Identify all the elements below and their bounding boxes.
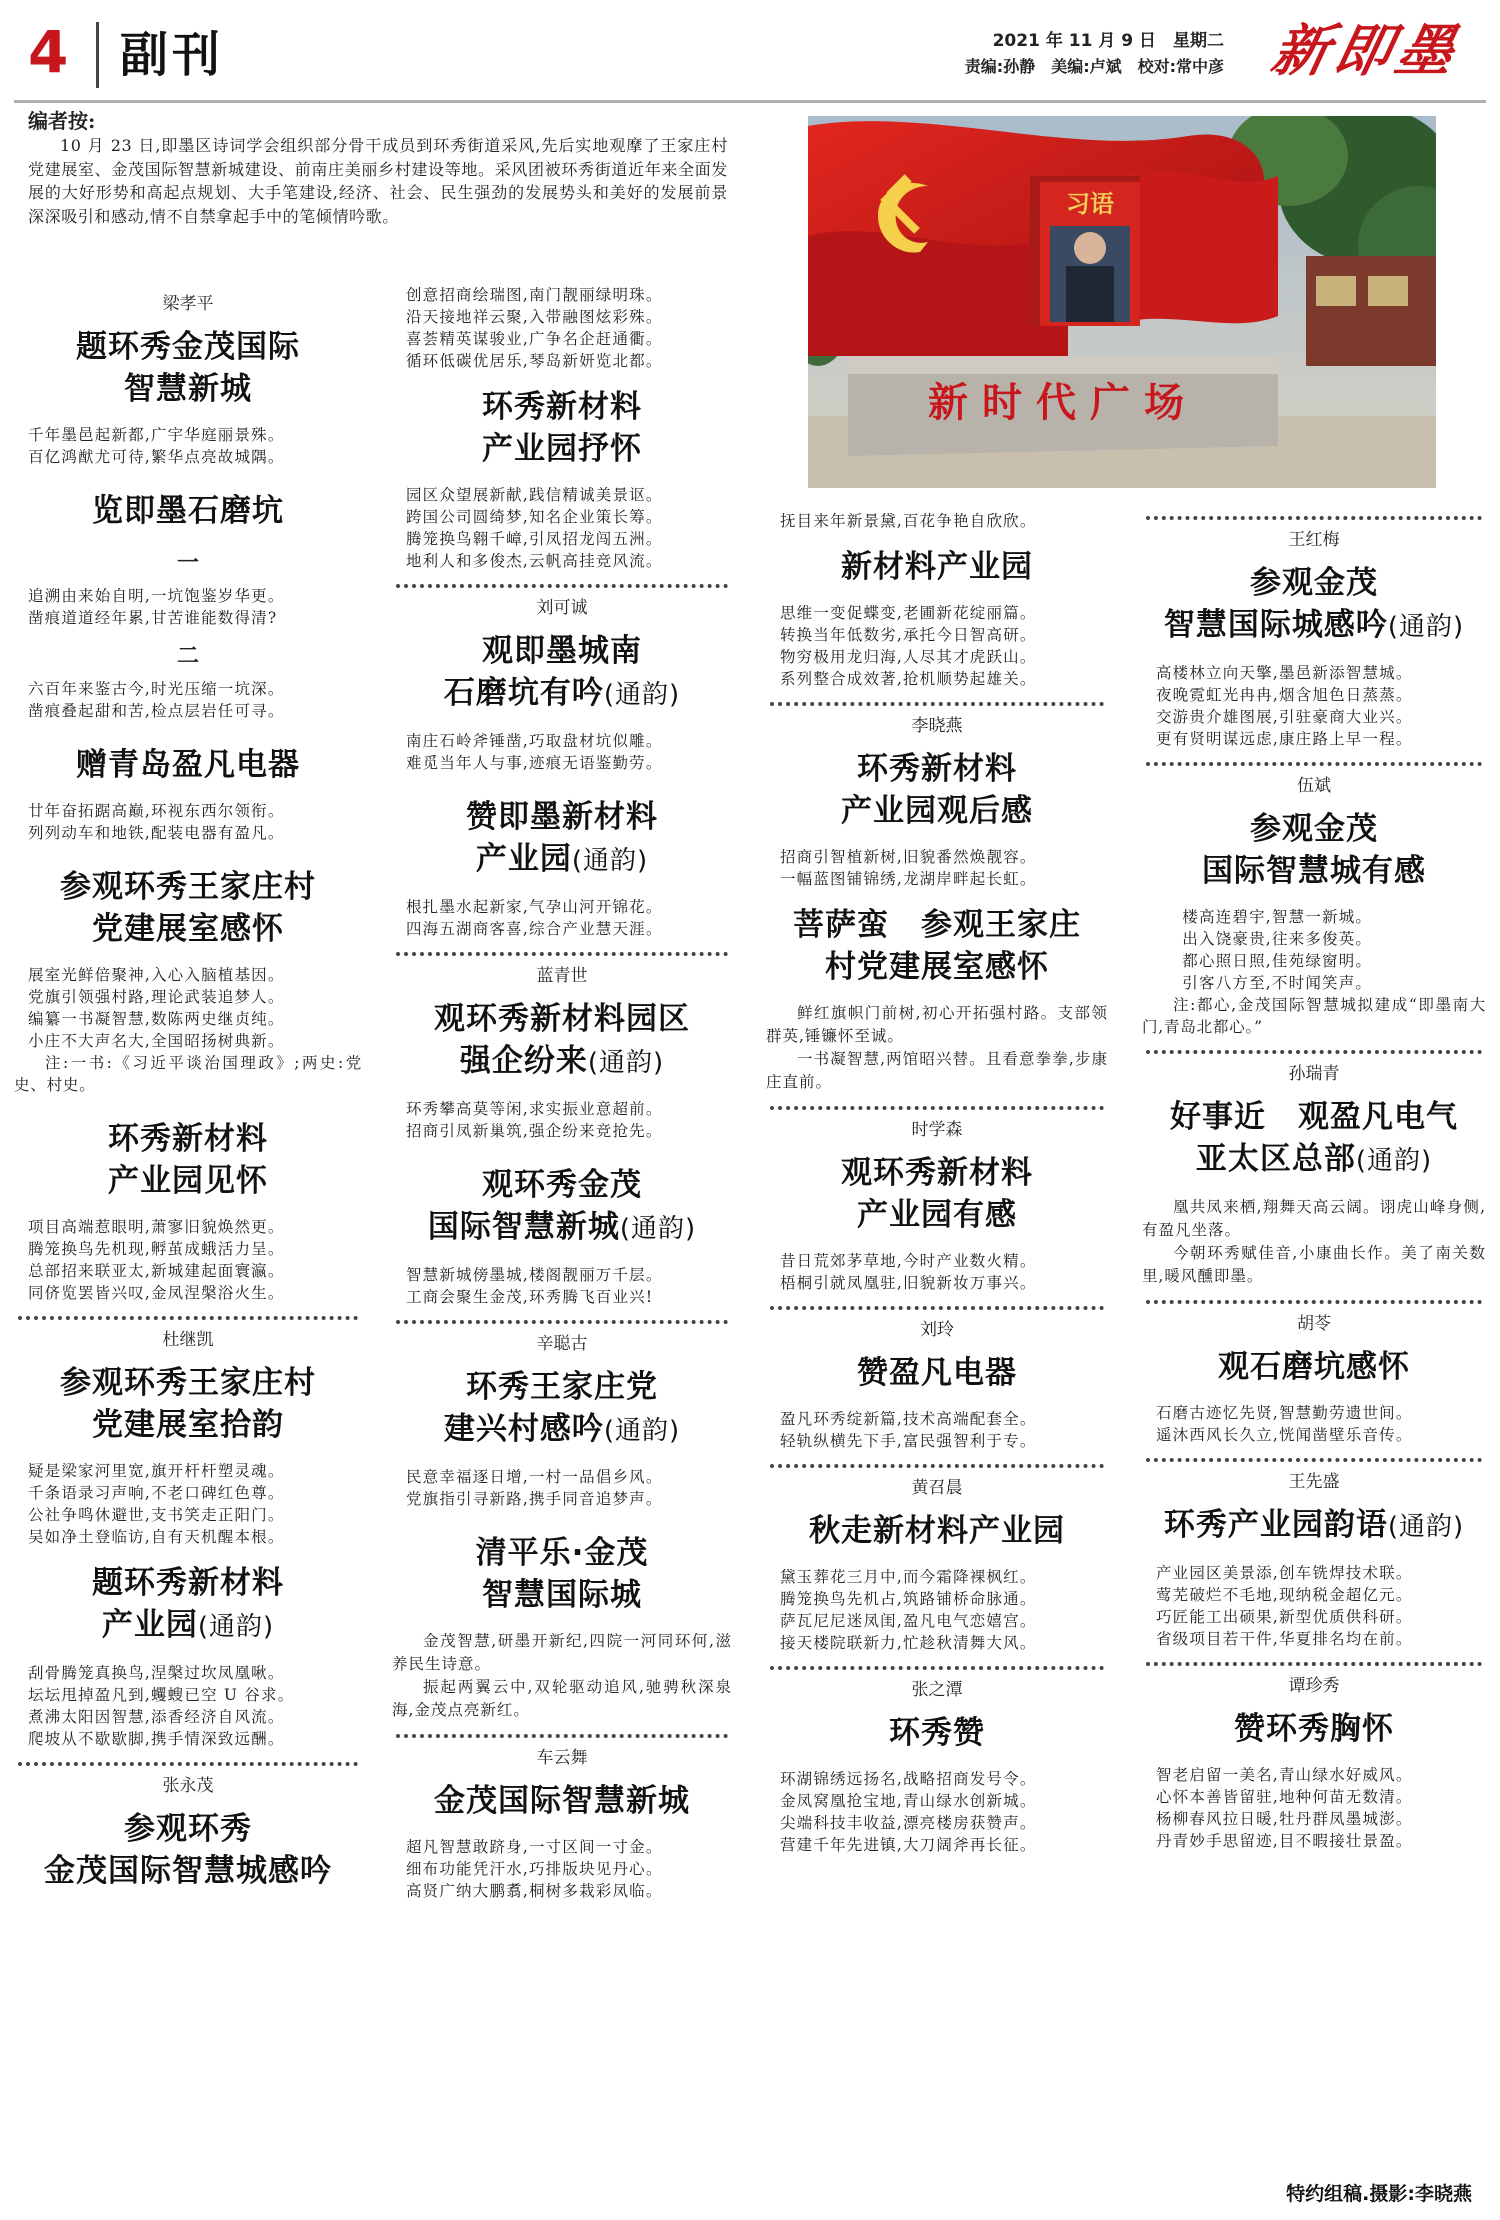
section-divider <box>1146 1662 1482 1666</box>
poem-line: 昔日荒郊茅草地,今时产业数火精。 <box>779 1252 1037 1270</box>
poem-line: 巧匠能工出硕果,新型优质供科研。 <box>1155 1608 1413 1626</box>
poem-title: 赠青岛盈凡电器 <box>76 747 300 783</box>
poem-line: 遥沐西风长久立,恍闻凿壁乐音传。 <box>1155 1426 1413 1444</box>
poem-line: 梧桐引就凤凰驻,旧貌新妆万事兴。 <box>779 1274 1037 1292</box>
poem-title: 新材料产业园 <box>841 549 1033 585</box>
poem-author: 梁孝平 <box>162 294 214 314</box>
poem-title-subtype: (通韵) <box>1387 612 1465 642</box>
poem-title-line <box>392 1206 732 1250</box>
poem-line: 腾笼换鸟翱千嶂,引凤招龙闯五洲。 <box>405 530 663 548</box>
poem-line: 工商会聚生金茂,环秀腾飞百业兴! <box>405 1288 654 1306</box>
section-divider <box>396 952 728 956</box>
poem-line: 招商引凤新巢筑,强企纷来竞抢先。 <box>405 1122 663 1140</box>
poem-title-subtype: (通韵) <box>603 680 681 710</box>
poem-line: 民意幸福逐日增,一村一品倡乡风。 <box>405 1468 663 1486</box>
poem-title <box>392 630 732 716</box>
poem-author: 黄召晨 <box>911 1478 963 1498</box>
poem-line: 廿年奋拓踞高巅,环视东西尔领衔。 <box>27 802 285 820</box>
poem-title <box>392 1164 732 1250</box>
poem-line: 煮沸太阳因智慧,添香经济自风流。 <box>27 1708 285 1726</box>
section-divider <box>396 1734 728 1738</box>
poem-author: 胡苓 <box>1297 1314 1331 1334</box>
poem-title-line <box>392 672 732 716</box>
poem-title: 观石磨坑感怀 <box>1218 1349 1410 1385</box>
editor-note-body: 10 月 23 日,即墨区诗词学会组织部分骨干成员到环秀街道采风,先后实地观摩了王家庄村党建展室、金茂国际智慧新城建设、前南庄美丽乡村建设等地。采风团被环秀街道近年来全面发展的大好形势和高起点规划、大手笔建设,经济、社会、民生强劲的发展势头和美好的发展前景深深吸引和感动,情不自禁拿起手中的笔倾情吟歌。 <box>28 136 728 226</box>
poem-note: 注:都心,金茂国际智慧城拟建成“即墨南大门,青岛北都心。” <box>1142 996 1486 1036</box>
masthead-rule <box>14 100 1486 103</box>
poem-title <box>392 796 732 882</box>
section-divider <box>1146 516 1482 520</box>
poem-line: 环湖锦绣远扬名,战略招商发号令。 <box>779 1770 1037 1788</box>
poem-line: 莺芜破烂不毛地,现纳税金超亿元。 <box>1155 1586 1413 1604</box>
poem-title-line: 党建展室感怀 <box>92 911 284 947</box>
column-2 <box>392 284 732 1902</box>
poem-title: 环秀赞 <box>889 1715 985 1751</box>
section-divider <box>770 1464 1104 1468</box>
poem-title-line: 党建展室拾韵 <box>92 1407 284 1443</box>
section-divider <box>396 1320 728 1324</box>
masthead <box>28 14 1486 96</box>
poem-title-line: 产业园抒怀 <box>482 431 642 467</box>
page-number: 4 <box>28 18 69 86</box>
poem-line: 一幅蓝图铺锦绣,龙湖岸畔起长虹。 <box>779 870 1037 888</box>
poem-line: 环秀攀高莫等闲,求实振业意超前。 <box>405 1100 663 1118</box>
section-divider <box>1146 762 1482 766</box>
poem-title-line: 观环秀新材料园区 <box>434 1001 690 1037</box>
poem-title-line: 清平乐·金茂 <box>475 1535 649 1571</box>
poem-title: 赞盈凡电器 <box>857 1355 1017 1391</box>
poem-line: 园区众望展新献,践信精诚美景讴。 <box>405 486 663 504</box>
poem-title: 金茂国际智慧新城 <box>434 1783 690 1819</box>
poem-line: 腾笼换鸟先机现,孵茧成蛾活力呈。 <box>27 1240 285 1258</box>
poem-line: 难觅当年人与事,迹痕无语鉴勤劳。 <box>405 754 663 772</box>
poem-line: 轻轨纵横先下手,富民强智利于专。 <box>779 1432 1037 1450</box>
poem-line: 石磨古迹忆先贤,智慧勤劳遗世间。 <box>1155 1404 1413 1422</box>
poem-line: 疑是梁家河里宽,旗开杆杆塑灵魂。 <box>27 1462 285 1480</box>
poem-line: 千年墨邑起新都,广宇华庭丽景殊。 <box>27 426 285 444</box>
poem-line: 萨瓦尼尼迷凤闺,盈凡电气恋嬉宫。 <box>779 1612 1037 1630</box>
poem-line: 腾笼换鸟先机占,筑路铺桥命脉通。 <box>779 1590 1037 1608</box>
poem-title <box>766 1152 1108 1236</box>
poem-title <box>1142 1096 1486 1182</box>
section-divider <box>770 702 1104 706</box>
poem-line: 刮骨腾笼真换鸟,涅槃过坎凤凰啾。 <box>27 1664 285 1682</box>
poem-line: 百亿鸿猷尤可待,繁华点亮故城隅。 <box>27 448 285 466</box>
poem-line: 坛坛甩掉盈凡到,蠼螋已空 U 谷求。 <box>27 1686 295 1704</box>
book-cover-text: 习语 <box>1066 189 1114 218</box>
poem-line: 根扎墨水起新家,气孕山河开锦花。 <box>405 898 663 916</box>
poem-title-line: 参观环秀王家庄村 <box>60 869 316 905</box>
editor-note-label: 编者按: <box>28 109 96 133</box>
poem-author: 孙瑞青 <box>1288 1064 1340 1084</box>
new-era-square-photo <box>808 116 1436 488</box>
poem-line: 爬坡从不歇歇脚,携手情深致远酬。 <box>27 1730 285 1748</box>
poem-line: 高楼林立向天擎,墨邑新添智慧城。 <box>1155 664 1413 682</box>
poem-title-line: 参观环秀王家庄村 <box>60 1365 316 1401</box>
poem-line: 省级项目若干件,华夏排名均在前。 <box>1155 1630 1413 1648</box>
editor-note <box>28 108 728 228</box>
poem-line: 沿天接地祥云聚,入带融图炫彩殊。 <box>405 308 663 326</box>
poem-title-line <box>392 838 732 882</box>
poem-line: 杨柳春风拉日暖,牡丹群凤墨城澎。 <box>1155 1810 1413 1828</box>
poem-line: 黛玉葬花三月中,而今霜降裸枫红。 <box>779 1568 1037 1586</box>
poem-author: 王先盛 <box>1288 1472 1340 1492</box>
poem-title-line: 赞即墨新材料 <box>466 799 658 835</box>
poem-line: 楼高连碧宇,智慧一新城。 <box>1182 908 1373 926</box>
issue-date: 2021 年 11 月 9 日 星期二 <box>992 31 1224 51</box>
poem-line: 凿痕叠起甜和苦,检点层岩任可寻。 <box>27 702 285 720</box>
poem-line: 思维一变促蝶变,老圃新花绽丽篇。 <box>779 604 1037 622</box>
photo-illustration <box>808 116 1436 488</box>
poem-title <box>766 904 1108 988</box>
poem-title-subtype: (通韵) <box>197 1612 275 1642</box>
poem-author: 辛聪古 <box>536 1334 588 1354</box>
poem-title <box>392 386 732 470</box>
poem-line: 南庄石岭斧锤凿,巧取盘材坑似雕。 <box>405 732 663 750</box>
poem-author: 杜继凯 <box>162 1330 214 1350</box>
poem-title-text: 环秀产业园韵语 <box>1163 1507 1388 1543</box>
poem-title <box>14 1562 362 1648</box>
poem-title-subtype: (通韵) <box>619 1214 697 1244</box>
ci-paragraph: 今朝环秀赋佳音,小康曲长作。美了南关数里,暖风醺即墨。 <box>1142 1244 1486 1285</box>
poem-line: 系列整合成效著,抢机顺势起雄关。 <box>779 670 1037 688</box>
poem-line: 细布功能凭汗水,巧排版块见丹心。 <box>405 1860 663 1878</box>
poem-title <box>14 1362 362 1446</box>
poem-title-line: 好事近 观盈凡电气 <box>1170 1099 1458 1135</box>
section-divider <box>18 1762 358 1766</box>
poem-title-text: 石磨坑有吟 <box>443 675 604 711</box>
masthead-meta <box>965 28 1224 80</box>
poem-title-line: 国际智慧城有感 <box>1202 853 1426 889</box>
poem-title-line: 菩萨蛮 参观王家庄 <box>793 907 1081 943</box>
ci-paragraph: 一书凝智慧,两馆昭兴替。且看意拳拳,步康庄直前。 <box>766 1050 1108 1091</box>
poem-title: 览即墨石磨坑 <box>92 493 284 529</box>
masthead-divider <box>96 22 99 88</box>
poem-title-line: 环秀新材料 <box>482 389 642 425</box>
poem-title-subtype: (通韵) <box>603 1416 681 1446</box>
poem-title-line: 环秀新材料 <box>857 751 1017 787</box>
poem-title-line <box>1142 604 1486 648</box>
poem-line: 小庄不大声名大,全国昭扬树典新。 <box>27 1032 285 1050</box>
ci-paragraph: 凰共凤来栖,翔舞天高云阔。诩虎山峰身侧,有盈凡坐落。 <box>1142 1198 1486 1239</box>
poem-title-subtype: (通韵) <box>1387 1512 1465 1542</box>
poem-line: 四海五湖商客喜,综合产业慧天涯。 <box>405 920 663 938</box>
poem-line: 编纂一书凝智慧,数陈两史继贞纯。 <box>27 1010 285 1028</box>
poem-title-line: 产业园见怀 <box>108 1163 268 1199</box>
poem-title-line <box>392 1040 732 1084</box>
poem-title <box>1142 808 1486 892</box>
poem-title-text: 产业园 <box>101 1607 198 1643</box>
poem-line: 智老启留一美名,青山绿水好威风。 <box>1155 1766 1413 1784</box>
poem-line: 抚目来年新景黛,百花争艳自欣欣。 <box>779 512 1037 530</box>
poem-author: 蓝青世 <box>536 966 588 986</box>
poem-line: 创意招商绘瑞图,南门靓丽绿明珠。 <box>405 286 663 304</box>
poem-title-line: 参观金茂 <box>1250 565 1378 601</box>
poem-line: 凿痕道道经年累,甘苦谁能数得清? <box>27 609 278 627</box>
poem-title-line: 观即墨城南 <box>482 633 642 669</box>
section-title: 副刊 <box>120 27 225 83</box>
poem-title <box>392 1532 732 1616</box>
poem-title-line: 环秀新材料 <box>108 1121 268 1157</box>
poem-line: 党旗指引寻新路,携手同音追梦声。 <box>405 1490 663 1508</box>
poem-line: 地利人和多俊杰,云帆高挂竞风流。 <box>405 552 663 570</box>
poem-line: 产业园区美景添,创车铣焊技术联。 <box>1155 1564 1413 1582</box>
poem-author: 李晓燕 <box>911 716 963 736</box>
poem-title-line: 参观金茂 <box>1250 811 1378 847</box>
poem-line: 接天楼院联新力,忙趁秋清舞大风。 <box>779 1634 1037 1652</box>
stanza-number: 一 <box>176 551 199 576</box>
photo-credit: 特约组稿.摄影:李晓燕 <box>1286 2183 1472 2205</box>
poem-line: 更有贤明谋远虑,康庄路上早一程。 <box>1155 730 1413 748</box>
poem-line: 夜晚霓虹光冉冉,烟含旭色日蒸蒸。 <box>1155 686 1413 704</box>
poem-line: 都心照日照,佳苑绿窗明。 <box>1182 952 1373 970</box>
section-divider <box>396 584 728 588</box>
poem-title-text: 强企纷来 <box>459 1043 588 1079</box>
poem-author: 刘玲 <box>920 1320 954 1340</box>
poem-title: 赞环秀胸怀 <box>1234 1711 1394 1747</box>
section-divider <box>18 1316 358 1320</box>
poem-title-line <box>1142 1138 1486 1182</box>
section-divider <box>1146 1050 1482 1054</box>
poem-title-line <box>14 1604 362 1648</box>
poem-line: 循环低碳优居乐,琴岛新妍览北都。 <box>405 352 663 370</box>
poem-line: 高贤广纳大鹏翥,桐树多栽彩凤临。 <box>405 1882 663 1900</box>
poem-title-line: 观环秀新材料 <box>841 1155 1033 1191</box>
poem-title-line: 金茂国际智慧城感吟 <box>44 1853 332 1889</box>
poem-line: 六百年来鉴古今,时光压缩一坑深。 <box>27 680 285 698</box>
poem-title <box>1142 1504 1486 1548</box>
poem-line: 超凡智慧敢跻身,一寸区间一寸金。 <box>405 1838 663 1856</box>
poem-title-line: 题环秀新材料 <box>92 1565 284 1601</box>
poem-author: 车云舞 <box>536 1748 588 1768</box>
poem-note: 注:一书:《习近平谈治国理政》;两史:党史、村史。 <box>14 1054 362 1094</box>
poem-line: 丹青妙手思留迹,目不暇接壮景盈。 <box>1155 1832 1413 1850</box>
poem-line: 心怀本善皆留驻,地种何苗无数清。 <box>1155 1788 1413 1806</box>
section-divider <box>1146 1458 1482 1462</box>
poem-line: 交游贵介雄图展,引驻豪商大业兴。 <box>1155 708 1413 726</box>
section-divider <box>1146 1300 1482 1304</box>
poem-title-text: 建兴村感吟 <box>443 1411 604 1447</box>
poem-author: 伍斌 <box>1297 776 1331 796</box>
poem-title-line: 观环秀金茂 <box>482 1167 642 1203</box>
column-3 <box>766 510 1108 1856</box>
poem-line: 智慧新城傍墨城,楼阁靓丽万千层。 <box>405 1266 663 1284</box>
poem-author: 张之潭 <box>911 1680 963 1700</box>
poem-title: 秋走新材料产业园 <box>809 1513 1065 1549</box>
poem-author: 王红梅 <box>1288 530 1340 550</box>
poem-line: 公社争鸣休避世,支书笑走正阳门。 <box>27 1506 285 1524</box>
poem-title-line: 产业园有感 <box>857 1197 1017 1233</box>
poem-line: 总部招来联亚太,新城建起面寰瀛。 <box>27 1262 285 1280</box>
ci-paragraph: 振起两翼云中,双轮驱动追风,驰骋秋深泉海,金茂点亮新红。 <box>392 1678 732 1719</box>
poem-title-line: 智慧国际城 <box>482 1577 642 1613</box>
poem-line: 展室光鲜倍聚神,入心入脑植基因。 <box>27 966 285 984</box>
poem-title-line: 题环秀金茂国际 <box>76 329 300 365</box>
poem-title-line: 参观环秀 <box>124 1811 252 1847</box>
column-1 <box>14 284 362 1906</box>
ci-paragraph: 金茂智慧,研墨开新纪,四院一河同环何,滋养民生诗意。 <box>392 1632 732 1673</box>
poem-title <box>392 1366 732 1452</box>
poem-title <box>766 748 1108 832</box>
poem-title <box>14 326 362 410</box>
poem-line: 同侪览罢皆兴叹,金凤涅槃浴火生。 <box>27 1284 285 1302</box>
poem-line: 追溯由来始自明,一坑饱鉴岁华更。 <box>27 587 285 605</box>
poem-line: 盈凡环秀绽新篇,技术高端配套全。 <box>779 1410 1037 1428</box>
editor-credits: 责编:孙静 美编:卢斌 校对:常中彦 <box>964 57 1224 76</box>
poem-title-text: 智慧国际城感吟 <box>1163 607 1388 643</box>
poem-line: 党旗引领强村路,理论武装追梦人。 <box>27 988 285 1006</box>
poem-title-text: 国际智慧新城 <box>427 1209 620 1245</box>
section-divider <box>770 1106 1104 1110</box>
poem-line: 跨国公司圆绮梦,知名企业策长筹。 <box>405 508 663 526</box>
poem-title-line <box>392 1408 732 1452</box>
poem-line: 出入饶豪贵,往来多俊英。 <box>1182 930 1373 948</box>
poem-title <box>14 1808 362 1892</box>
poem-title <box>14 1118 362 1202</box>
stanza-number: 二 <box>176 644 199 669</box>
poem-line: 尖端科技丰收益,漂亮楼房获赞声。 <box>779 1814 1037 1832</box>
poem-line: 项目高端惹眼明,萧寥旧貌焕然更。 <box>27 1218 285 1236</box>
poem-line: 营建千年先进镇,大刀阔斧再长征。 <box>779 1836 1037 1854</box>
poem-line: 喜荟精英谋骏业,广争名企赶通衢。 <box>405 330 663 348</box>
poem-author: 刘可诚 <box>536 598 588 618</box>
poem-line: 招商引智植新树,旧貌番然焕靓容。 <box>779 848 1037 866</box>
poem-line: 千条语录习声响,不老口碑红色尊。 <box>27 1484 285 1502</box>
poem-line: 吴如净土登临访,自有天机醒本根。 <box>27 1528 285 1546</box>
poem-line: 转换当年低数劣,承托今日智高研。 <box>779 626 1037 644</box>
ci-paragraph: 鲜红旗帜门前树,初心开拓强村路。支部领群英,锤镰怀至诚。 <box>766 1004 1108 1045</box>
poem-author: 张永茂 <box>162 1776 214 1796</box>
poem-title <box>1142 562 1486 648</box>
poem-line: 物穷极用龙归海,人尽其才虎跃山。 <box>779 648 1037 666</box>
newspaper-logo: 新即墨 <box>1265 18 1467 84</box>
poem-line: 列列动车和地铁,配装电器有盈凡。 <box>27 824 285 842</box>
poem-title-subtype: (通韵) <box>587 1048 665 1078</box>
poem-title-line: 环秀王家庄党 <box>466 1369 658 1405</box>
poem-title-line: 产业园观后感 <box>841 793 1033 829</box>
poem-title-text: 亚太区总部 <box>1195 1141 1356 1177</box>
poem-title-line: 村党建展室感怀 <box>825 949 1049 985</box>
column-4 <box>1142 510 1486 1852</box>
poem-line: 引客八方至,不时闻笑声。 <box>1182 974 1373 992</box>
square-sign-text: 新时代广场 <box>928 379 1198 426</box>
poem-author: 时学森 <box>911 1120 963 1140</box>
poem-title <box>14 866 362 950</box>
poem-title-subtype: (通韵) <box>571 846 649 876</box>
poem-title <box>392 998 732 1084</box>
poem-title-line: 智慧新城 <box>124 371 252 407</box>
section-divider <box>770 1666 1104 1670</box>
poem-title-text: 产业园 <box>475 841 572 877</box>
poem-author: 谭珍秀 <box>1288 1676 1340 1696</box>
poem-title-subtype: (通韵) <box>1355 1146 1433 1176</box>
section-divider <box>770 1306 1104 1310</box>
poem-line: 金凤窝凰抢宝地,青山绿水创新城。 <box>779 1792 1037 1810</box>
